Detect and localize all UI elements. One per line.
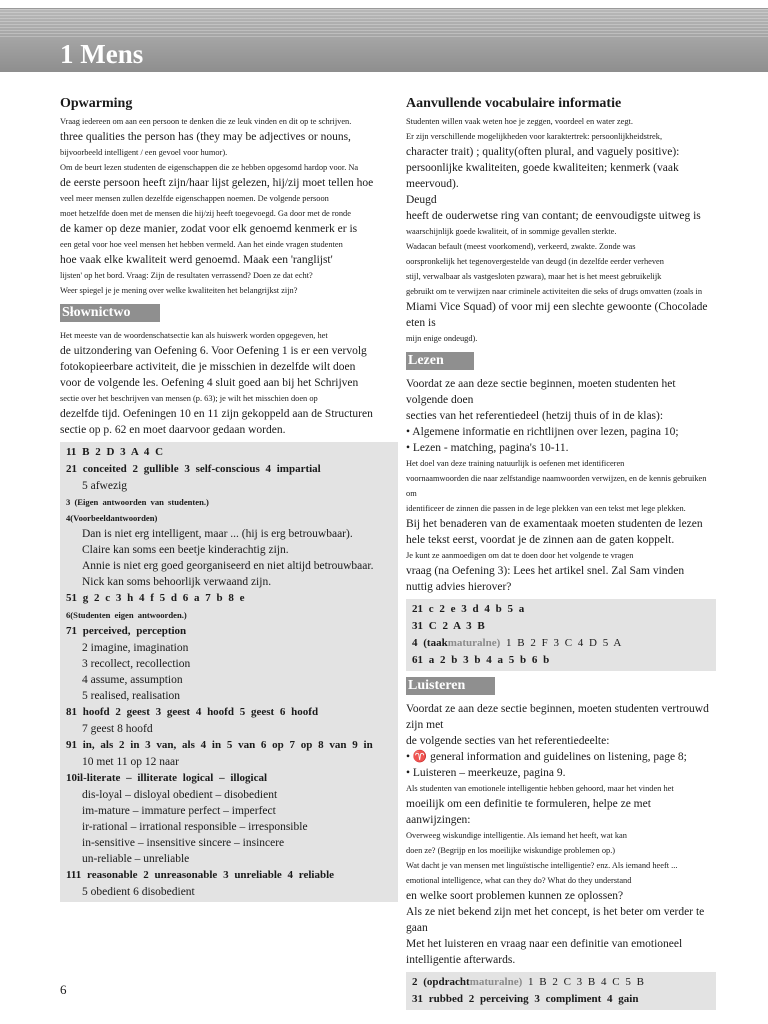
answer-line — [412, 635, 710, 652]
answer-line: 71 perceived, perception — [66, 625, 187, 637]
extra-vocab-line: gebruikt om te verwijzen naar criminele activiteiten die seks of drugs omvatten (zoals in — [406, 287, 703, 296]
warmup-line: Vraag iedereen om aan een persoon te denken die ze leuk vinden en dit op te schrijven. — [60, 117, 352, 126]
answer-line: 2 imagine, imagination — [82, 642, 189, 654]
answer-line: dis-loyal – disloyal obedient – disobedient — [82, 789, 278, 801]
answer-line: 91 in, als 2 in 3 van, als 4 in 5 van 6 op 7 op 8 van 9 in — [66, 739, 373, 751]
extra-vocab-line: mijn enige ondeugd). — [406, 334, 478, 343]
left-column — [60, 96, 398, 902]
answer-line: 4 assume, assumption — [82, 674, 183, 686]
extra-vocab-line: character trait) ; quality(often plural, and vaguely positive): — [406, 146, 680, 158]
vocab-line: de uitzondering van Oefening 6. Voor Oefening 1 is er een vervolg — [60, 345, 367, 357]
reading-line: vraag (na Oefening 3): Lees het artikel snel. Zal Sam vinden — [406, 565, 685, 577]
reading-line: • Lezen - matching, pagina's 10-11. — [406, 442, 569, 454]
answer-values: 1 B 2 F 3 C 4 D 5 A — [500, 637, 622, 649]
extra-vocab-line: heeft de ouderwetse ring van contant; de eenvoudigste uitweg is — [406, 210, 701, 222]
reading-text — [406, 376, 716, 595]
reading-line: • Algemene informatie en richtlijnen over lezen, pagina 10; — [406, 426, 679, 438]
warmup-line: Om de beurt lezen studenten de eigenschappen die ze hebben opgesomd hardop voor. Na — [60, 163, 359, 172]
answer-task-type: maturalne) — [447, 637, 501, 649]
answer-line: 51 g 2 c 3 h 4 f 5 d 6 a 7 b 8 e — [66, 592, 245, 604]
warmup-line: moet hetzelfde doen met de mensen die hij/zij heeft toegevoegd. Ga door met de ronde — [60, 209, 351, 218]
answer-line: 21 c 2 e 3 d 4 b 5 a — [412, 603, 525, 615]
extra-vocab-line: oorspronkelijk het tegenovergestelde van deugd (in dezelfde eerder verheven — [406, 257, 664, 266]
vocab-line: fotokopieerbare activiteit, die je misschien in dezelfde wilt doen — [60, 361, 356, 373]
extra-vocab-line: Miami Vice Squad) of voor mij een slechte gewoonte (Chocolade eten is — [406, 301, 708, 329]
answer-line: 10 met 11 op 12 naar — [82, 756, 179, 768]
answer-line: Claire kan soms een beetje kinderachtig zijn. — [82, 544, 289, 556]
answer-line: 81 hoofd 2 geest 3 geest 4 hoofd 5 geest 6 hoofd — [66, 706, 319, 718]
warmup-line: bijvoorbeeld intelligent / een gevoel voor humor). — [60, 148, 228, 157]
warmup-text — [60, 114, 398, 298]
answer-line: 3 recollect, recollection — [82, 658, 191, 670]
answer-line: 111 reasonable 2 unreasonable 3 unreliable 4 reliable — [66, 869, 335, 881]
reading-line: Bij het benaderen van de examentaak moeten studenten de lezen — [406, 518, 703, 530]
chapter-header — [0, 8, 768, 72]
extra-vocab-line: Wadacan befault (meest voorkomend), verkeerd, zwakte. Zonde was — [406, 242, 636, 251]
warmup-heading: Opwarming — [60, 96, 133, 111]
extra-vocab-heading: Aanvullende vocabulaire informatie — [406, 96, 622, 111]
reading-answer-key — [406, 599, 716, 671]
listening-line: Wat dacht je van mensen met linguïstische intelligentie? enz. Als iemand heeft ... — [406, 861, 678, 870]
answer-line — [412, 974, 710, 991]
extra-vocab-line: Studenten willen vaak weten hoe je zeggen, voordeel en water zegt. — [406, 117, 633, 126]
vocab-line: Het meeste van de woordenschatsectie kan als huiswerk worden opgegeven, het — [60, 331, 328, 340]
extra-vocab-line: stijl, verwalbaar als vastgesloten pzwara), maar het is het meest gebruikelijk — [406, 272, 662, 281]
answer-line: 5 afwezig — [82, 480, 128, 492]
answer-line: 5 realised, realisation — [82, 690, 181, 702]
answer-line: 31 C 2 A 3 B — [412, 620, 485, 632]
listening-line: emotional intelligence, what can they do? What do they understand — [406, 876, 632, 885]
listening-line: Overweeg wiskundige intelligentie. Als iemand het heeft, wat kan — [406, 831, 627, 840]
answer-prefix: 2 (opdracht — [412, 976, 470, 988]
vocab-text — [60, 328, 398, 438]
answer-values: 1 B 2 C 3 B 4 C 5 B — [522, 976, 644, 988]
reading-line: voornaamwoorden die naar zelfstandige naamwoorden verwijzen, en de kennis gebruiken om — [406, 474, 707, 498]
listening-line: • ♈ general information and guidelines on listening, page 8; — [406, 751, 687, 763]
extra-vocab-text — [406, 114, 716, 346]
reading-line: hele tekst eerst, voordat je de zinnen aan de gaten koppelt. — [406, 534, 675, 546]
reading-line: Voordat ze aan deze sectie beginnen, moeten studenten het volgende doen — [406, 378, 676, 406]
listening-answer-key — [406, 972, 716, 1010]
reading-band: Lezen — [406, 352, 474, 370]
vocab-line: sectie op p. 62 en moet daarvoor gedaan worden. — [60, 424, 286, 436]
answer-task-type: maturalne) — [469, 976, 523, 988]
listening-band: Luisteren — [406, 677, 495, 695]
answer-line: 6(Studenten eigen antwoorden.) — [66, 610, 187, 620]
extra-vocab-line: Er zijn verschillende mogelijkheden voor karaktertrek: persoonlijkheidstrek, — [406, 132, 663, 141]
answer-line: 3 (Eigen antwoorden van studenten.) — [66, 497, 209, 507]
warmup-line: de kamer op deze manier, zodat voor elk genoemd kenmerk er is — [60, 223, 358, 235]
answer-prefix: 4 (taak — [412, 637, 448, 649]
answer-line: 61 a 2 b 3 b 4 a 5 b 6 b — [412, 654, 550, 666]
warmup-line: een getal voor hoe veel mensen het hebben vermeld. Aan het einde vragen studenten — [60, 240, 343, 249]
vocab-band: Słownictwo — [60, 304, 160, 322]
answer-line: un-reliable – unreliable — [82, 853, 190, 865]
answer-line: ir-rational – irrational responsible – irresponsible — [82, 821, 308, 833]
warmup-line: de eerste persoon heeft zijn/haar lijst gelezen, hij/zij moet tellen hoe — [60, 177, 374, 189]
right-column — [406, 96, 716, 1010]
vocab-line: sectie over het beschrijven van mensen (p. 63); je wilt het misschien doen op — [60, 394, 318, 403]
header-stripes — [0, 9, 768, 37]
answer-line: im-mature – immature perfect – imperfect — [82, 805, 276, 817]
extra-vocab-line: waarschijnlijk goede kwaliteit, of in sommige gevallen sterkte. — [406, 227, 617, 236]
page-number: 6 — [60, 982, 67, 997]
listening-line: Voordat ze aan deze sectie beginnen, moeten studenten vertrouwd zijn met — [406, 703, 709, 731]
listening-line: doen ze? (Begrijp en los moeilijke wiskundige problemen op.) — [406, 846, 616, 855]
warmup-line: lijsten' op het bord. Vraag: Zijn de resultaten verrassend? Doen ze dat echt? — [60, 271, 313, 280]
answer-line: Dan is niet erg intelligent, maar ... (hij is erg betrouwbaar). — [82, 528, 353, 540]
reading-line: nuttig advies hierover? — [406, 581, 512, 593]
answer-line: 5 obedient 6 disobedient — [82, 886, 195, 898]
chapter-title: 1 Mens — [60, 39, 144, 69]
listening-line: • Luisteren – meerkeuze, pagina 9. — [406, 767, 566, 779]
extra-vocab-line: persoonlijke kwaliteiten, goede kwaliteiten; kenmerk (vaak meervoud). — [406, 162, 679, 190]
warmup-line: veel meer mensen zullen dezelfde eigenschappen noemen. De volgende persoon — [60, 194, 329, 203]
listening-line: en welke soort problemen kunnen ze oplossen? — [406, 890, 624, 902]
answer-line: 21 conceited 2 gullible 3 self-conscious 4 impartial — [66, 463, 321, 475]
reading-line: identificeer de zinnen die passen in de lege plekken van een tekst met lege plekken. — [406, 504, 686, 513]
extra-vocab-line: Deugd — [406, 194, 437, 206]
answer-line: 10il-literate – illiterate logical – illogical — [66, 772, 268, 784]
answer-line: 31 rubbed 2 perceiving 3 compliment 4 gain — [412, 993, 639, 1005]
warmup-line: hoe vaak elke kwaliteit werd genoemd. Maak een 'ranglijst' — [60, 254, 333, 266]
reading-line: Het doel van deze training natuurlijk is oefenen met identificeren — [406, 459, 625, 468]
reading-line: secties van het referentiedeel (hetzij thuis of in de klas): — [406, 410, 664, 422]
listening-text — [406, 701, 716, 968]
listening-line: de volgende secties van het referentiedeelte: — [406, 735, 610, 747]
warmup-line: Weer spiegel je je mening over welke kwaliteiten het belangrijkst zijn? — [60, 286, 298, 295]
listening-line: Als studenten van emotionele intelligentie hebben gehoord, maar het vinden het — [406, 784, 674, 793]
answer-line: Annie is niet erg goed georganiseerd en niet altijd betrouwbaar. — [82, 560, 374, 572]
answer-line: 7 geest 8 hoofd — [82, 723, 153, 735]
warmup-line: three qualities the person has (they may be adjectives or nouns, — [60, 131, 351, 143]
listening-line: moeilijk om een definitie te formuleren, helpe ze met aanwijzingen: — [406, 798, 651, 826]
answer-line: 4(Voorbeeldantwoorden) — [66, 513, 158, 523]
answer-line: in-sensitive – insensitive sincere – insincere — [82, 837, 285, 849]
vocab-line: voor de volgende les. Oefening 4 sluit goed aan bij het Schrijven — [60, 377, 359, 389]
vocab-answer-key — [60, 442, 398, 902]
answer-line: Nick kan soms behoorlijk verwaand zijn. — [82, 576, 272, 588]
vocab-line: dezelfde tijd. Oefeningen 10 en 11 zijn gekoppeld aan de Structuren — [60, 408, 373, 420]
listening-line: intelligentie afterwards. — [406, 954, 516, 966]
answer-line: 11 B 2 D 3 A 4 C — [66, 446, 164, 458]
listening-line: Als ze niet bekend zijn met het concept, is het beter om verder te gaan — [406, 906, 705, 934]
listening-line: Met het luisteren en vraag naar een definitie van emotioneel — [406, 938, 683, 950]
reading-line: Je kunt ze aanmoedigen om dat te doen door het volgende te vragen — [406, 551, 634, 560]
